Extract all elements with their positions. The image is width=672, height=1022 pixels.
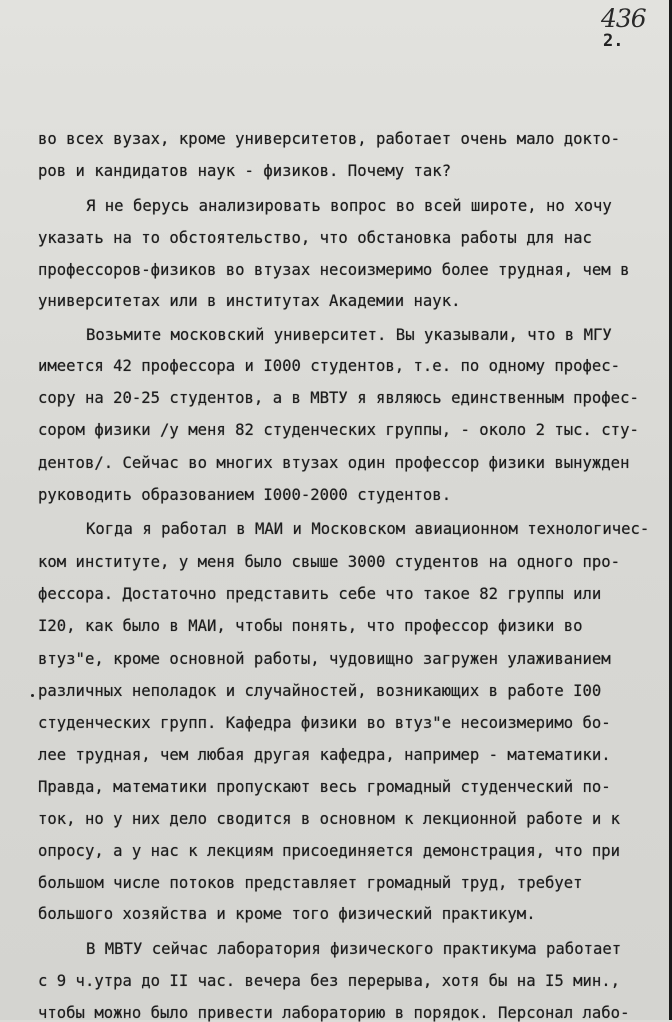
text-line: указать на то обстоятельство, что обстановка работы для нас: [38, 229, 592, 247]
text-line: ком институте, у меня было свыше 3000 студентов на одного про-: [38, 553, 621, 571]
text-line: студенческих групп. Кафедра физики во втуз"е несоизмеримо бо-: [38, 714, 611, 732]
text-line: имеется 42 профессора и I000 студентов, т.е. по одному профес-: [38, 357, 621, 375]
text-line: большого хозяйства и кроме того физический практикум.: [38, 905, 536, 923]
text-line: различных неполадок и случайностей, возникающих в работе I00: [38, 682, 602, 700]
archive-page-number: 436: [601, 4, 646, 33]
text-line: I20, как было в МАИ, чтобы понять, что профессор физики во: [38, 617, 583, 635]
text-line: сором физики /у меня 82 студенческих группы, - около 2 тыс. сту-: [38, 421, 639, 439]
text-line: Когда я работал в МАИ и Московском авиационном технологичес-: [86, 520, 650, 538]
text-line: Я не берусь анализировать вопрос во всей широте, но хочу: [86, 197, 612, 215]
text-line: университетах или в институтах Академии наук.: [38, 292, 461, 310]
text-line: большом числе потоков представляет громадный труд, требует: [38, 874, 583, 892]
text-line: опросу, а у нас к лекциям присоединяется демонстрация, что при: [38, 842, 621, 860]
text-line: Возьмите московский университет. Вы указывали, что в МГУ: [86, 326, 612, 344]
text-line: дентов/. Сейчас во многих втузах один профессор физики вынужден: [38, 454, 630, 472]
text-line: Правда, математики пропускают весь громадный студенческий по-: [38, 778, 611, 796]
text-line: В МВТУ сейчас лаборатория физического практикума работает: [86, 940, 622, 958]
text-line: руководить образованием I000-2000 студентов.: [38, 486, 452, 504]
text-line: во всех вузах, кроме университетов, работает очень мало докто-: [38, 130, 621, 148]
text-line: чтобы можно было привести лабораторию в порядок. Персонал лабо-: [38, 1004, 630, 1022]
margin-dot: [31, 694, 34, 697]
page-number: 2.: [603, 31, 624, 51]
text-line: ток, но у них дело сводится в основном к лекционной работе и к: [38, 810, 621, 828]
text-line: лее трудная, чем любая другая кафедра, например - математики.: [38, 746, 611, 764]
text-line: профессоров-физиков во втузах несоизмеримо более трудная, чем в: [38, 261, 630, 279]
text-line: сору на 20-25 студентов, а в МВТУ я являюсь единственным профес-: [38, 389, 639, 407]
text-line: с 9 ч.утра до II час. вечера без перерыва, хотя бы на I5 мин.,: [38, 972, 621, 990]
text-line: ров и кандидатов наук - физиков. Почему так?: [38, 162, 452, 180]
text-line: втуз"е, кроме основной работы, чудовищно загружен улаживанием: [38, 650, 611, 668]
text-line: фессора. Достаточно представить себе что такое 82 группы или: [38, 585, 602, 603]
